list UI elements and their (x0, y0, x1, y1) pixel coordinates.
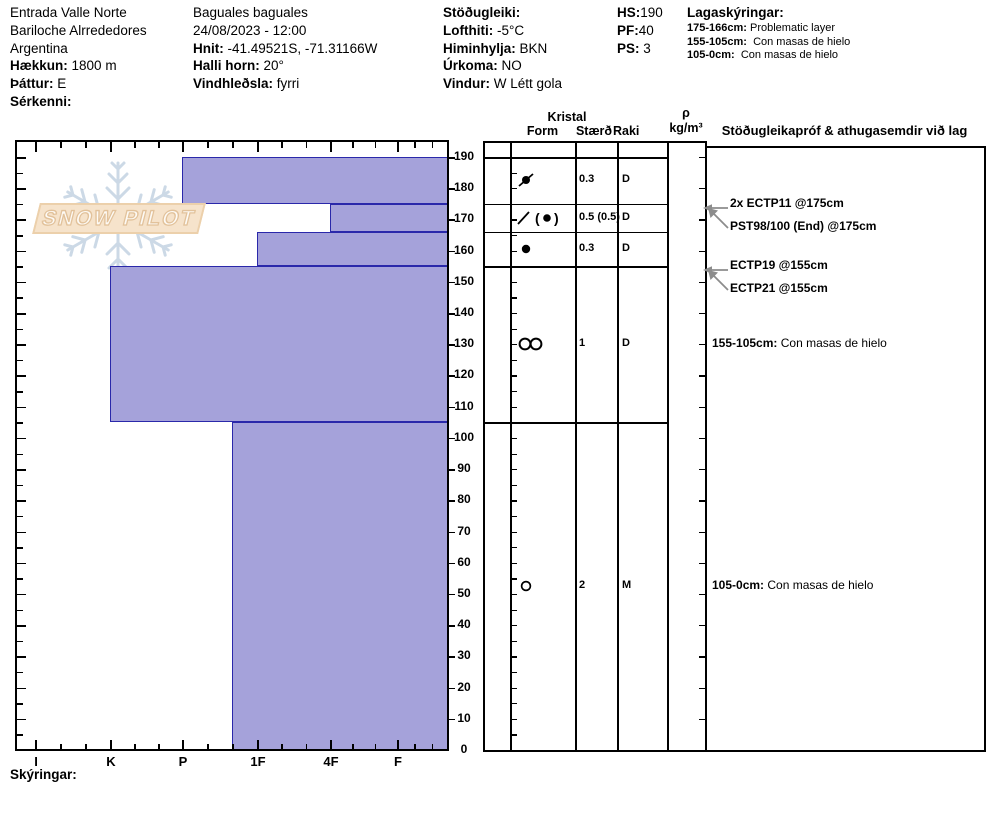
rho-column-tick (699, 500, 705, 501)
moisture-value: D (622, 242, 630, 255)
precip-row (443, 57, 562, 75)
elevation-value: 1800 m (71, 58, 117, 74)
depth-tick (17, 297, 23, 299)
footer-notes-label: Skýringar: (10, 767, 77, 782)
layer-note-text: Problematic layer (750, 22, 835, 34)
hs-value: 190 (640, 5, 663, 20)
ps-label: PS: (617, 40, 640, 56)
depth-label: 20 (457, 679, 471, 694)
ps-row (617, 40, 663, 58)
windloading-row (193, 75, 377, 93)
moisture-value: D (622, 337, 630, 350)
column-header-rho: ρ (682, 106, 690, 120)
aspect-value: E (57, 76, 67, 92)
column-header-size: Stærð (575, 124, 613, 138)
depth-tick (17, 157, 26, 159)
form-column-tick (512, 656, 517, 657)
hardness-axis-label: 4F (323, 754, 339, 769)
depth-tick (17, 407, 26, 409)
sky-value: BKN (519, 40, 548, 56)
moisture-value: D (622, 210, 630, 223)
wind-value: W Létt gola (493, 76, 563, 92)
hardness-tick (281, 744, 283, 750)
column-header-form: Form (526, 124, 559, 138)
precip-label: Úrkoma: (443, 58, 498, 74)
rho-column-tick (699, 438, 705, 439)
pit-info-block (193, 4, 377, 93)
hardness-tick (60, 744, 62, 750)
hardness-tick (397, 740, 399, 750)
form-column-tick (512, 469, 517, 470)
form-column-tick (512, 329, 517, 330)
depth-tick (17, 656, 26, 658)
airtemp-value: -5°C (497, 22, 525, 38)
grain-form-symbol (516, 208, 564, 228)
rho-column-tick (699, 656, 705, 657)
hardness-tick (232, 744, 234, 750)
form-column-tick (512, 266, 517, 267)
depth-label: 80 (457, 492, 471, 507)
depth-label: 90 (457, 461, 471, 476)
layer-notes-title: Lagaskýringar: (687, 5, 784, 20)
form-column-tick (512, 719, 517, 720)
sky-label: Himinhylja: (443, 40, 516, 56)
depth-label: 130 (453, 336, 475, 351)
hardness-tick (207, 744, 209, 750)
hardness-tick (432, 744, 434, 750)
depth-tick (17, 438, 26, 440)
snowpilot-logo-text: SNOW PILOT (39, 206, 199, 230)
depth-label: 70 (457, 523, 471, 538)
depth-label: 160 (453, 242, 475, 257)
depth-tick (17, 313, 26, 315)
form-column-tick (512, 688, 517, 689)
hardness-axis-label: P (178, 754, 188, 769)
depth-tick (17, 703, 23, 705)
column-header-rho-units: kg/m³ (669, 121, 703, 135)
hardness-tick (330, 142, 332, 152)
depth-tick (17, 578, 23, 580)
rho-column-tick (699, 313, 705, 314)
form-column-tick (512, 375, 517, 376)
form-column-tick (512, 516, 517, 517)
depth-label: 60 (457, 554, 471, 569)
hardness-tick (257, 142, 259, 152)
region-name: Bariloche Alrrededores (10, 22, 147, 38)
hardness-tick (257, 740, 259, 750)
hardness-tick (232, 142, 234, 148)
hardness-tick (352, 744, 354, 750)
stability-label: Stöðugleiki: (443, 5, 521, 20)
hardness-tick (414, 142, 416, 148)
layer-comment-annotation (712, 578, 873, 592)
grain-size-value: 0.5 (0.5) (579, 210, 620, 223)
grain-size-value: 2 (579, 579, 586, 592)
depth-tick (17, 251, 26, 253)
hardness-axis-label: 1F (250, 754, 266, 769)
grain-size-value: 0.3 (579, 242, 595, 255)
form-column-tick (512, 297, 517, 298)
form-column-tick (512, 391, 517, 392)
hardness-axis-label: F (394, 754, 402, 769)
depth-tick (17, 391, 23, 393)
layer-comment-text: Con masas de hielo (764, 578, 874, 593)
rho-column-tick (699, 157, 705, 158)
hardness-tick (110, 740, 112, 750)
column-header-comments: Stöðugleikapróf & athugasemdir við lag (721, 123, 968, 138)
hs-label: HS: (617, 5, 641, 20)
rho-column-tick (699, 282, 705, 283)
form-column-tick (512, 672, 517, 673)
rho-column-tick (699, 407, 705, 408)
column-header-kristal: Kristal (547, 110, 587, 124)
ps-value: 3 (643, 40, 651, 56)
test-result-annotation: PST98/100 (End) @175cm (730, 218, 877, 233)
wind-row (443, 75, 562, 93)
hardness-tick (330, 740, 332, 750)
depth-label: 10 (457, 710, 471, 725)
layer-notes-block (687, 3, 850, 63)
windloading-label: Vindhleðsla: (193, 76, 274, 92)
airtemp-row (443, 22, 562, 40)
hardness-tick (134, 142, 136, 148)
hardness-tick (352, 142, 354, 148)
table-column-line (667, 141, 669, 750)
layer-note-range: 155-105cm: (687, 35, 747, 48)
country-name: Argentina (10, 40, 68, 56)
depth-tick (17, 734, 23, 736)
rho-column-tick (699, 625, 705, 626)
pf-label: PF: (617, 22, 639, 38)
windloading-value: fyrri (276, 76, 300, 92)
layer-note-text: Con masas de hielo (740, 49, 839, 62)
depth-tick (17, 375, 26, 377)
moisture-value: M (622, 579, 632, 592)
test-result-annotation: ECTP21 @155cm (730, 281, 828, 296)
depth-tick (17, 469, 26, 471)
form-column-tick (512, 407, 517, 408)
hardness-tick (375, 744, 377, 750)
layer-comment-annotation (712, 336, 887, 350)
rho-column-tick (699, 688, 705, 689)
elevation-row (10, 57, 147, 75)
table-bottom-line (483, 750, 986, 752)
depth-tick (17, 235, 23, 237)
test-result-annotation: 2x ECTP11 @175cm (730, 195, 844, 210)
depth-label: 30 (457, 648, 471, 663)
pf-row (617, 22, 663, 40)
form-column-tick (512, 313, 517, 314)
hardness-tick (397, 142, 399, 152)
snow-depth-block (617, 4, 663, 57)
depth-tick (17, 282, 26, 284)
form-column-tick (512, 532, 517, 533)
grain-form-symbol (516, 170, 564, 190)
wind-label: Vindur: (443, 76, 490, 92)
special-row (10, 93, 147, 111)
form-column-tick (512, 282, 517, 283)
rho-column-tick (699, 719, 705, 720)
depth-tick (17, 594, 26, 596)
form-column-tick (512, 734, 517, 735)
location-info-block (10, 4, 147, 111)
form-column-tick (512, 563, 517, 564)
form-column-tick (512, 235, 517, 236)
form-column-tick (512, 204, 517, 205)
depth-tick (17, 547, 23, 549)
form-column-tick (512, 438, 517, 439)
hardness-tick (414, 744, 416, 750)
hardness-tick (207, 142, 209, 148)
grain-form-symbol (516, 576, 564, 596)
slope-row (193, 57, 377, 75)
rho-column-tick (699, 594, 705, 595)
weather-info-block (443, 4, 562, 93)
form-column-tick (512, 157, 517, 158)
hardness-tick (182, 142, 184, 152)
form-column-tick (512, 454, 517, 455)
hardness-tick (281, 142, 283, 148)
site-name: Entrada Valle Norte (10, 5, 127, 20)
depth-label: 110 (454, 398, 474, 413)
comments-top-line (705, 146, 986, 148)
depth-label: 180 (453, 180, 475, 195)
depth-tick (17, 360, 23, 362)
elevation-label: Hækkun: (10, 58, 68, 74)
hardness-tick (306, 142, 308, 148)
hardness-tick (35, 142, 37, 152)
rho-column-tick (699, 344, 705, 345)
form-column-tick (512, 485, 517, 486)
depth-tick (17, 219, 26, 221)
hardness-axis-label: K (106, 754, 116, 769)
hardness-tick (158, 744, 160, 750)
moisture-value: D (622, 173, 630, 186)
form-column-tick (512, 360, 517, 361)
layer-boundary-line (483, 232, 667, 234)
rho-column-tick (699, 375, 705, 376)
depth-tick (17, 610, 23, 612)
pit-title: Baguales baguales (193, 5, 308, 20)
form-column-tick (512, 610, 517, 611)
precip-value: NO (501, 58, 522, 74)
layer-comment-text: Con masas de hielo (777, 336, 887, 351)
hardness-tick (134, 744, 136, 750)
slope-value: 20° (263, 58, 284, 74)
svg-text:): ) (554, 209, 559, 226)
coords-label: Hnit: (193, 40, 224, 56)
depth-tick (17, 173, 23, 175)
column-header-moisture: Raki (613, 124, 640, 138)
aspect-label: Þáttur: (10, 76, 54, 92)
grain-form-symbol (516, 334, 564, 354)
hs-row (617, 4, 663, 22)
depth-tick (17, 532, 26, 534)
form-column-tick (512, 703, 517, 704)
coords-value: -41.49521S, -71.31166W (227, 40, 378, 56)
pit-datetime: 24/08/2023 - 12:00 (193, 22, 307, 38)
coords-row (193, 40, 377, 58)
grain-form-symbol (516, 239, 564, 259)
depth-label: 120 (453, 367, 475, 382)
depth-label: 170 (453, 211, 475, 226)
form-column-tick (512, 422, 517, 423)
test-result-annotation: ECTP19 @155cm (730, 258, 828, 273)
rho-column-tick (699, 219, 705, 220)
svg-text:(: ( (535, 209, 540, 226)
depth-label: 150 (453, 273, 475, 288)
rho-column-tick (699, 251, 705, 252)
depth-tick (17, 422, 23, 424)
layer-note-row (687, 49, 850, 63)
pf-value: 40 (638, 22, 654, 38)
depth-tick (17, 454, 23, 456)
table-column-line (705, 141, 707, 750)
hardness-tick (182, 740, 184, 750)
form-column-tick (512, 641, 517, 642)
layer-note-row (687, 36, 850, 50)
hardness-tick (35, 740, 37, 750)
depth-label: 50 (457, 585, 471, 600)
depth-tick (17, 563, 26, 565)
depth-label: 190 (453, 149, 475, 163)
layer-note-row (687, 22, 850, 36)
hardness-tick (158, 142, 160, 148)
depth-tick (17, 516, 23, 518)
depth-label: 140 (453, 305, 475, 320)
form-column-tick (512, 547, 517, 548)
layer-comment-range: 105-0cm: (712, 578, 765, 593)
table-column-line (984, 146, 986, 750)
layer-comment-range: 155-105cm: (712, 336, 778, 351)
hardness-tick (85, 142, 87, 148)
arrow-up-left-icon (707, 207, 731, 229)
rho-column-tick (699, 188, 705, 189)
depth-label: 40 (457, 617, 471, 632)
depth-tick (17, 485, 23, 487)
hardness-tick (60, 142, 62, 148)
snowpilot-logo (32, 203, 206, 234)
depth-tick (17, 672, 23, 674)
depth-tick (17, 204, 23, 206)
layer-note-text: Con masas de hielo (753, 35, 851, 48)
grain-size-value: 1 (579, 337, 586, 350)
depth-tick (17, 641, 23, 643)
layer-note-range: 105-0cm: (687, 49, 735, 62)
arrow-up-left-icon (707, 269, 731, 291)
hardness-tick (432, 142, 434, 148)
hardness-tick (375, 142, 377, 148)
depth-label: 0 (460, 742, 468, 756)
depth-tick (17, 329, 23, 331)
rho-column-tick (699, 532, 705, 533)
special-label: Sérkenni: (10, 93, 72, 109)
hardness-tick (110, 142, 112, 152)
depth-tick (17, 719, 26, 721)
table-top-line (483, 141, 705, 143)
hardness-tick (306, 744, 308, 750)
depth-tick (17, 188, 26, 190)
depth-tick (17, 344, 26, 346)
depth-tick (17, 266, 23, 268)
depth-label: 100 (453, 429, 475, 444)
depth-tick (17, 688, 26, 690)
airtemp-label: Lofthiti: (443, 22, 494, 38)
depth-tick (17, 500, 26, 502)
form-column-tick (512, 625, 517, 626)
rho-column-tick (699, 469, 705, 470)
form-column-tick (512, 500, 517, 501)
aspect-row (10, 75, 147, 93)
depth-tick (17, 625, 26, 627)
hardness-axis-label: I (34, 754, 38, 769)
grain-size-value: 0.3 (579, 173, 595, 186)
stability-row (443, 4, 562, 22)
rho-column-tick (699, 563, 705, 564)
slope-label: Halli horn: (193, 58, 260, 74)
hardness-tick (85, 744, 87, 750)
sky-row (443, 40, 562, 58)
layer-note-range: 175-166cm: (687, 22, 747, 34)
